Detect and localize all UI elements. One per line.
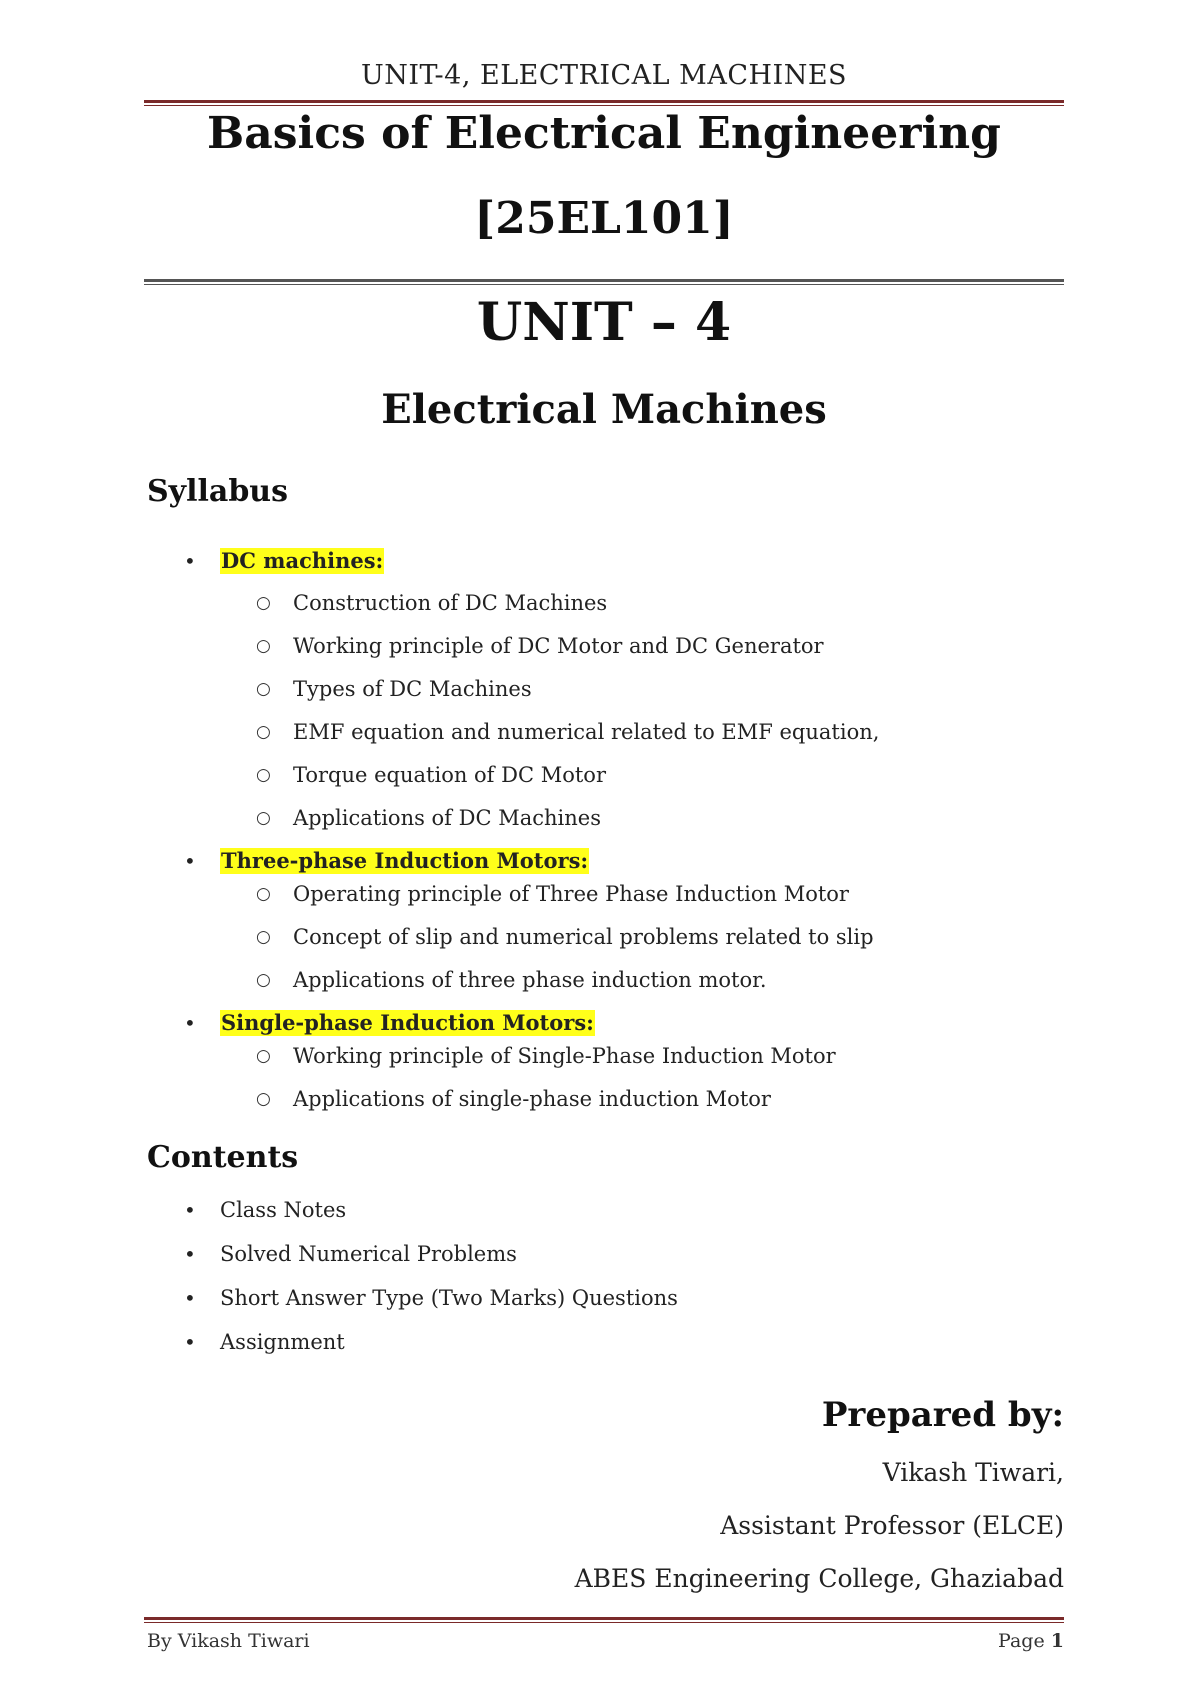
header-rule	[144, 100, 1064, 106]
subtopic-label: Applications of single-phase induction Motor	[293, 1087, 771, 1111]
circle-bullet-icon: ○	[256, 884, 271, 904]
subtopic-label: Working principle of Single-Phase Induction Motor	[293, 1044, 836, 1068]
bullet-icon: •	[184, 1011, 196, 1035]
page-indicator	[998, 1630, 1064, 1652]
unit-title: UNIT – 4	[476, 292, 732, 353]
title-rule	[144, 279, 1064, 285]
circle-bullet-icon: ○	[256, 722, 271, 742]
bullet-icon: •	[184, 849, 196, 873]
circle-bullet-icon: ○	[256, 765, 271, 785]
subtopic-label: Working principle of DC Motor and DC Generator	[293, 634, 824, 658]
subtopic-label: Concept of slip and numerical problems related to slip	[293, 925, 874, 949]
course-code: [25EL101]	[474, 193, 734, 244]
bullet-icon: •	[184, 1286, 196, 1310]
circle-bullet-icon: ○	[256, 927, 271, 947]
prepared-by-label: Prepared by:	[821, 1395, 1064, 1435]
topic-label: DC machines:	[221, 548, 384, 573]
bullet-icon: •	[184, 1242, 196, 1266]
circle-bullet-icon: ○	[256, 593, 271, 613]
subtopic-label: Torque equation of DC Motor	[293, 763, 606, 787]
contents-item-label: Solved Numerical Problems	[220, 1242, 517, 1266]
subtopic-label: Operating principle of Three Phase Induction Motor	[293, 882, 849, 906]
contents-heading: Contents	[147, 1140, 299, 1175]
page-label: Page	[998, 1630, 1045, 1652]
author-institution: ABES Engineering College, Ghaziabad	[574, 1564, 1064, 1593]
author-name: Vikash Tiwari,	[882, 1458, 1064, 1487]
contents-item-label: Assignment	[220, 1330, 345, 1354]
circle-bullet-icon: ○	[256, 1089, 271, 1109]
subtopic-label: Construction of DC Machines	[293, 591, 608, 615]
course-title: Basics of Electrical Engineering	[207, 108, 1001, 159]
subtopic-label: Applications of DC Machines	[293, 806, 601, 830]
unit-subtitle: Electrical Machines	[381, 386, 827, 433]
subtopic-label: Applications of three phase induction motor.	[293, 968, 767, 992]
circle-bullet-icon: ○	[256, 808, 271, 828]
contents-item-label: Short Answer Type (Two Marks) Questions	[220, 1286, 678, 1310]
bullet-icon: •	[184, 549, 196, 573]
subtopic-label: EMF equation and numerical related to EMF equation,	[293, 720, 880, 744]
running-header: UNIT-4, ELECTRICAL MACHINES	[360, 60, 848, 91]
page-number: 1	[1050, 1630, 1064, 1652]
contents-item-label: Class Notes	[220, 1198, 347, 1222]
subtopic-label: Types of DC Machines	[293, 677, 532, 701]
circle-bullet-icon: ○	[256, 636, 271, 656]
topic-label: Three-phase Induction Motors:	[221, 848, 589, 873]
circle-bullet-icon: ○	[256, 970, 271, 990]
bullet-icon: •	[184, 1198, 196, 1222]
bullet-icon: •	[184, 1330, 196, 1354]
syllabus-heading: Syllabus	[147, 474, 289, 509]
circle-bullet-icon: ○	[256, 1046, 271, 1066]
circle-bullet-icon: ○	[256, 679, 271, 699]
footer-author: By Vikash Tiwari	[147, 1630, 310, 1652]
footer-rule	[144, 1617, 1064, 1623]
topic-label: Single-phase Induction Motors:	[221, 1010, 594, 1035]
author-designation: Assistant Professor (ELCE)	[720, 1511, 1064, 1540]
